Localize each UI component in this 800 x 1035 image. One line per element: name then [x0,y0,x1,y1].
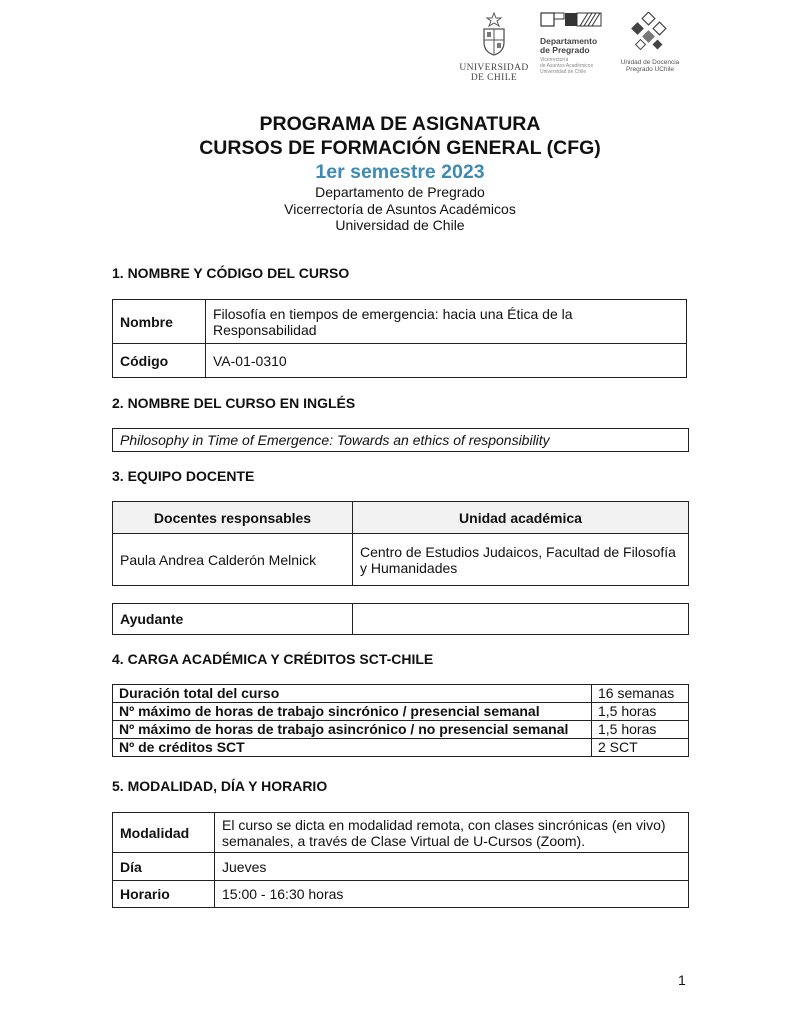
unidad-line-2: Pregrado UChile [625,66,675,73]
load-label: Duración total del curso [113,685,592,703]
table-row [113,429,689,452]
ayudante-value [353,604,689,635]
table-row [113,739,689,757]
nombre-value: Filosofía en tiempos de emergencia: hacia una Ética de la Responsabilidad [206,300,687,344]
vice-rectory-name: Vicerrectoría de Asuntos Académicos [284,200,516,217]
table-row [113,721,689,739]
ayudante-label: Ayudante [113,604,353,635]
horario-label: Horario [113,881,215,908]
modalidad-label: Modalidad [113,813,215,853]
load-value: 16 semanas [592,685,689,703]
table-row [113,604,689,635]
codigo-value: VA-01-0310 [206,344,687,378]
table-row [113,881,689,908]
load-value: 1,5 horas [592,703,689,721]
table-row [113,534,689,586]
assistant-table [112,603,689,635]
section-2-title: 2. NOMBRE DEL CURSO EN INGLÉS [112,395,356,411]
modality-schedule-table [112,812,689,908]
section-5-title: 5. MODALIDAD, DÍA Y HORARIO [112,778,328,794]
departamento-line-1: Departamento [540,36,598,46]
university-name: Universidad de Chile [335,217,465,233]
load-label: Nº máximo de horas de trabajo asincrónico / no presencial semanal [113,721,592,739]
table-row [113,813,689,853]
unidad-header: Unidad académica [353,502,689,534]
section-4-title: 4. CARGA ACADÉMICA Y CRÉDITOS SCT-CHILE [112,651,434,667]
horario-value: 15:00 - 16:30 horas [215,881,689,908]
departamento-squares-icon [540,12,602,28]
departamento-pregrado-logo [540,12,606,75]
modalidad-value: El curso se dicta en modalidad remota, con clases sincrónicas (en vivo) semanales, a través de Clase Virtual de U-Cursos (Zoom). [215,813,689,853]
unidad-docencia-icon [630,12,670,52]
table-row [113,853,689,881]
unidad-docencia-logo [612,12,688,73]
dia-label: Día [113,853,215,881]
section-1-title: 1. NOMBRE Y CÓDIGO DEL CURSO [112,265,350,281]
universidad-de-chile-logo [456,12,532,83]
semester-label: 1er semestre 2023 [315,161,485,183]
coat-of-arms-icon [479,12,509,56]
unidad-value: Centro de Estudios Judaicos, Facultad de Filosofía y Humanidades [353,534,689,586]
table-row [113,703,689,721]
english-name-value: Philosophy in Time of Emergence: Towards an ethics of responsibility [113,429,689,452]
table-row [113,344,687,378]
header-logos [456,12,686,92]
academic-load-table [112,684,689,757]
dia-value: Jueves [215,853,689,881]
load-label: Nº de créditos SCT [113,739,592,757]
table-row [113,685,689,703]
codigo-label: Código [113,344,206,378]
table-row [113,502,689,534]
docentes-header: Docentes responsables [113,502,353,534]
section-3-title: 3. EQUIPO DOCENTE [112,468,255,484]
universidad-line-2: DE CHILE [470,73,518,83]
universidad-line-1: UNIVERSIDAD [459,63,529,73]
document-title-block [0,112,800,234]
nombre-label: Nombre [113,300,206,344]
departamento-sub-1: Vicerrectoría [540,57,569,63]
document-subtitle: CURSOS DE FORMACIÓN GENERAL (CFG) [199,137,601,159]
departamento-sub-3: Universidad de Chile [540,69,587,75]
load-value: 2 SCT [592,739,689,757]
document-title: PROGRAMA DE ASIGNATURA [259,113,541,135]
departamento-sub-2: de Asuntos Académicos [540,63,594,69]
english-name-table [112,428,689,452]
unidad-line-1: Unidad de Docencia [620,59,680,66]
page-number: 1 [678,972,686,988]
load-value: 1,5 horas [592,721,689,739]
department-name: Departamento de Pregrado [315,184,485,200]
teaching-team-table [112,501,689,586]
docente-name: Paula Andrea Calderón Melnick [113,534,353,586]
departamento-line-2: de Pregrado [540,45,590,55]
load-label: Nº máximo de horas de trabajo sincrónico / presencial semanal [113,703,592,721]
course-name-code-table [112,299,687,378]
table-row [113,300,687,344]
